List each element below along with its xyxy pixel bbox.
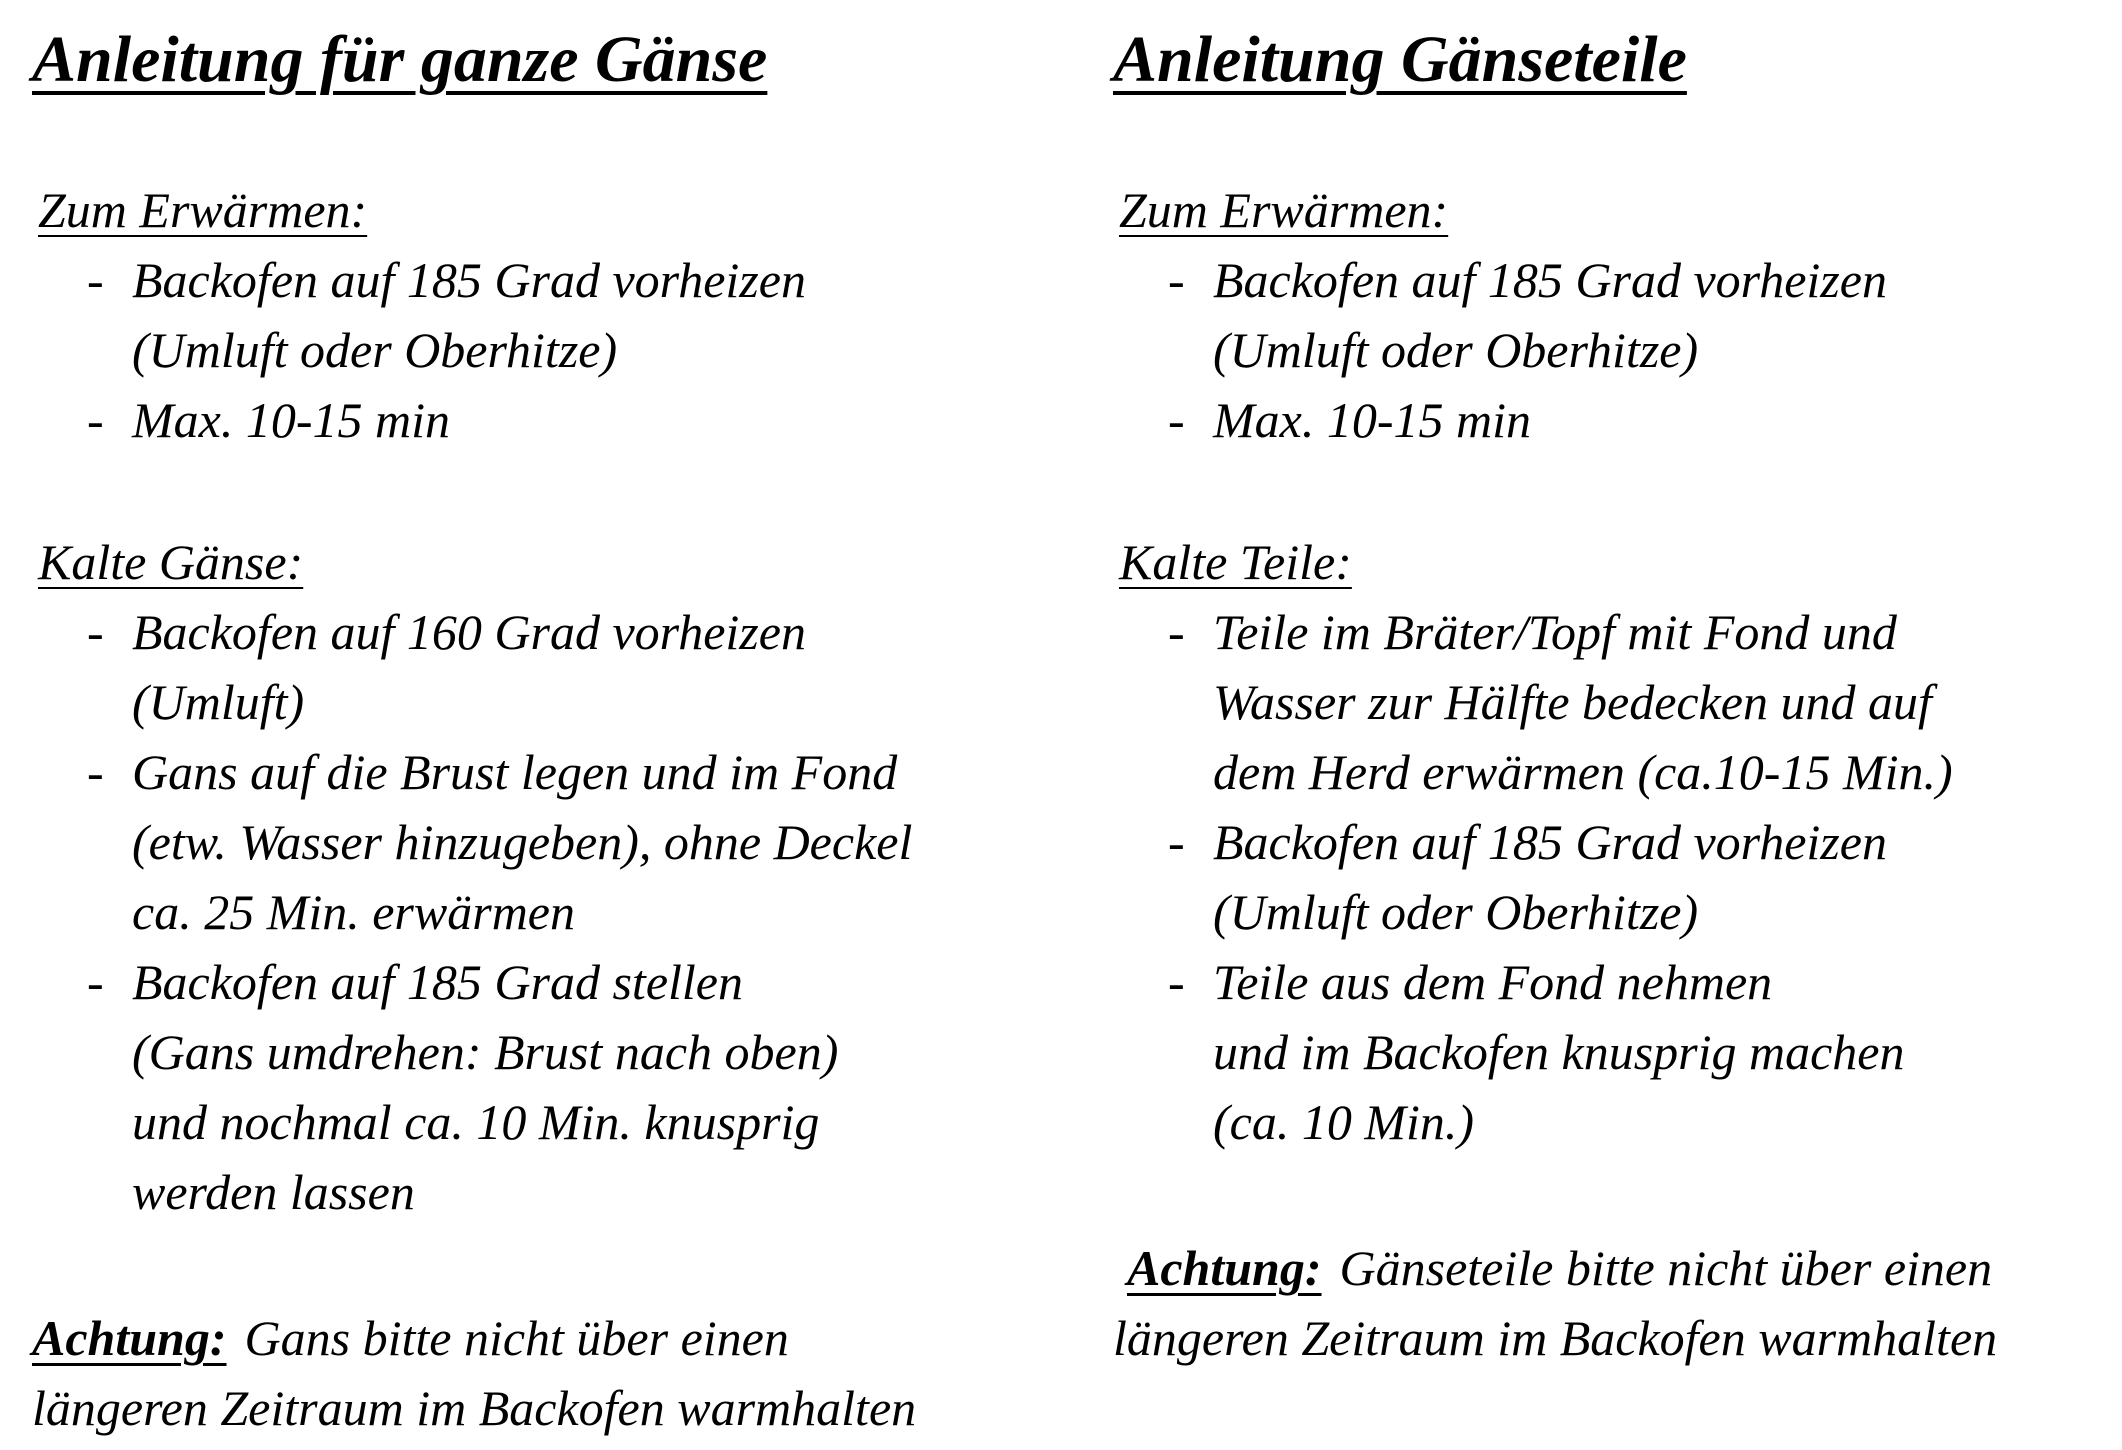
item-line: dem Herd erwärmen (ca.10-15 Min.) — [1213, 744, 1953, 800]
warning-text: längeren Zeitraum im Backofen warmhalten — [1113, 1310, 1998, 1366]
item-line: (Gans umdrehen: Brust nach oben) — [132, 1024, 839, 1080]
bullet-dash: - — [87, 252, 104, 308]
list-item — [1113, 597, 1953, 807]
item-line: (Umluft oder Oberhitze) — [1213, 322, 1699, 378]
right-section-cold-list — [1113, 597, 1953, 1157]
item-line: Max. 10-15 min — [1213, 392, 1531, 448]
right-title: Anleitung Gänseteile — [1113, 23, 1687, 96]
bullet-dash: - — [1168, 604, 1185, 660]
item-line: Backofen auf 185 Grad stellen — [132, 954, 743, 1010]
bullet-dash: - — [87, 604, 104, 660]
item-line: Backofen auf 185 Grad vorheizen — [1213, 814, 1887, 870]
item-line: (ca. 10 Min.) — [1213, 1094, 1475, 1150]
item-line: (Umluft) — [132, 674, 305, 730]
warning-note-line — [1113, 1233, 1997, 1303]
bullet-dash: - — [1168, 954, 1185, 1010]
item-line: Teile im Bräter/Topf mit Fond und — [1213, 604, 1897, 660]
list-item — [32, 245, 806, 385]
right-section-warming-title: Zum Erwärmen: — [1119, 182, 1449, 238]
warning-label: Achtung: — [1127, 1240, 1322, 1296]
bullet-dash: - — [1168, 252, 1185, 308]
item-line: werden lassen — [132, 1164, 415, 1220]
left-title: Anleitung für ganze Gänse — [32, 23, 768, 96]
warning-text: Gans bitte nicht über einen — [244, 1310, 789, 1366]
warning-label: Achtung: — [32, 1310, 227, 1366]
item-line: Teile aus dem Fond nehmen — [1213, 954, 1773, 1010]
list-item — [32, 597, 912, 737]
item-line: Backofen auf 185 Grad vorheizen — [1213, 252, 1887, 308]
item-line: Wasser zur Hälfte bedecken und auf — [1213, 674, 1932, 730]
bullet-dash: - — [87, 954, 104, 1010]
item-line: (etw. Wasser hinzugeben), ohne Deckel — [132, 814, 913, 870]
item-line: Gans auf die Brust legen und im Fond — [132, 744, 898, 800]
left-section-warming-title: Zum Erwärmen: — [38, 182, 368, 238]
item-line: Backofen auf 160 Grad vorheizen — [132, 604, 806, 660]
list-item — [1113, 947, 1953, 1157]
warning-note-line — [32, 1303, 916, 1373]
item-line: (Umluft oder Oberhitze) — [132, 322, 618, 378]
left-section-warming-list — [32, 245, 806, 455]
item-line: Backofen auf 185 Grad vorheizen — [132, 252, 806, 308]
item-line: und nochmal ca. 10 Min. knusprig — [132, 1094, 820, 1150]
left-section-cold-list — [32, 597, 912, 1227]
list-item — [1113, 385, 1887, 455]
item-line: und im Backofen knusprig machen — [1213, 1024, 1905, 1080]
list-item — [32, 737, 912, 947]
left-section-cold-title: Kalte Gänse: — [38, 534, 304, 590]
bullet-dash: - — [1168, 814, 1185, 870]
list-item — [32, 947, 912, 1227]
item-line: Max. 10-15 min — [132, 392, 450, 448]
bullet-dash: - — [1168, 392, 1185, 448]
list-item — [1113, 807, 1953, 947]
item-line: (Umluft oder Oberhitze) — [1213, 884, 1699, 940]
right-section-warming-list — [1113, 245, 1887, 455]
bullet-dash: - — [87, 744, 104, 800]
warning-text: längeren Zeitraum im Backofen warmhalten — [32, 1380, 917, 1436]
warning-text: Gänseteile bitte nicht über einen — [1339, 1240, 1993, 1296]
right-warning-note — [1113, 1233, 1997, 1373]
item-line: ca. 25 Min. erwärmen — [132, 884, 575, 940]
list-item — [1113, 245, 1887, 385]
right-section-cold-title: Kalte Teile: — [1119, 534, 1352, 590]
bullet-dash: - — [87, 392, 104, 448]
left-warning-note — [32, 1303, 916, 1443]
list-item — [32, 385, 806, 455]
